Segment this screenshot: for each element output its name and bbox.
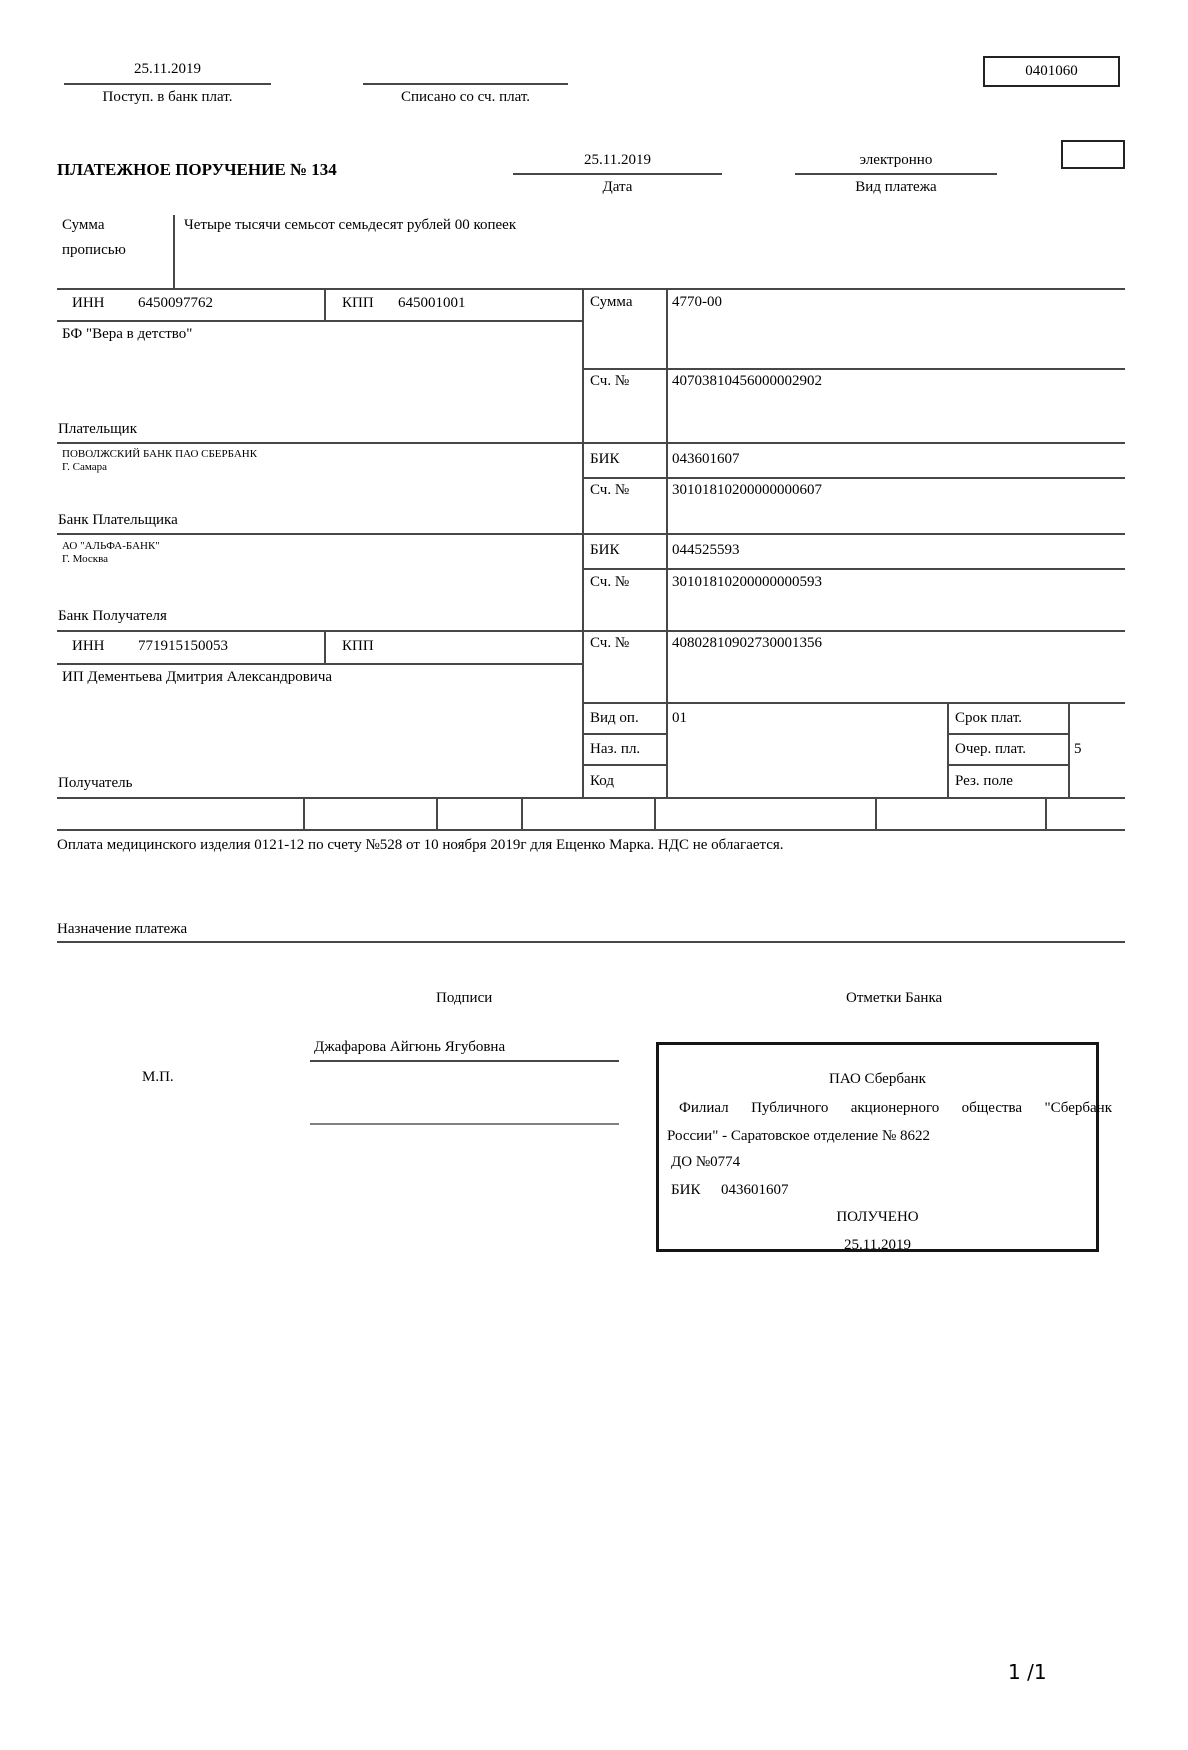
stamp-office: ДО №0774	[671, 1154, 741, 1170]
payer-kpp-value: 645001001	[398, 295, 466, 311]
table-border	[324, 630, 326, 663]
payee-kpp-label: КПП	[342, 638, 374, 654]
document-date: 25.11.2019	[584, 152, 651, 168]
table-border	[57, 288, 1125, 290]
bank-stamp	[656, 1042, 1112, 1253]
table-border	[57, 797, 1125, 799]
table-border	[947, 733, 1068, 735]
table-border	[57, 442, 1125, 444]
page-number: 1 /1	[1008, 1660, 1047, 1684]
payee-bank-section-label: Банк Получателя	[58, 608, 167, 624]
table-border	[57, 663, 582, 665]
stamp-bank-name: ПАО Сбербанк	[829, 1071, 926, 1087]
stamp-branch-line2: России" - Саратовское отделение № 8622	[667, 1128, 931, 1144]
payment-term-label: Срок плат.	[955, 710, 1023, 726]
amount-words-value: Четыре тысячи семьсот семьдесят рублей 00 копеек	[184, 217, 517, 233]
signer-name: Джафарова Айгюнь Ягубовна	[314, 1039, 506, 1055]
received-in-bank-label: Поступ. в банк плат.	[102, 89, 233, 105]
table-border	[1045, 797, 1047, 829]
table-border	[57, 829, 1125, 831]
divider	[173, 215, 175, 288]
payee-inn-value: 771915150053	[138, 638, 228, 654]
payee-bank-bik-value: 044525593	[672, 542, 740, 558]
op-type-label: Вид оп.	[590, 710, 639, 726]
stamp-date: 25.11.2019	[844, 1237, 911, 1253]
status-101-box	[1061, 140, 1125, 169]
date-label: Дата	[602, 179, 633, 195]
table-border	[303, 797, 305, 829]
payer-bank-name: ПОВОЛЖСКИЙ БАНК ПАО СБЕРБАНК	[62, 448, 258, 460]
underline	[57, 941, 1125, 943]
payer-bank-bik-value: 043601607	[672, 451, 740, 467]
signature-line	[310, 1123, 619, 1125]
payment-type-value: электронно	[859, 152, 933, 168]
payee-bank-city: Г. Москва	[62, 553, 109, 565]
table-border	[1068, 702, 1070, 797]
table-border	[582, 733, 666, 735]
signature-line	[310, 1060, 619, 1062]
document-title: ПЛАТЕЖНОЕ ПОРУЧЕНИЕ № 134	[57, 160, 337, 179]
payer-inn-value: 6450097762	[138, 295, 213, 311]
payment-order-value: 5	[1074, 741, 1082, 757]
form-code: 0401060	[1025, 63, 1078, 79]
amount-words-label-line1: Сумма	[62, 217, 105, 233]
underline	[795, 173, 997, 175]
payee-bank-account-value: 30101810200000000593	[672, 574, 822, 590]
payee-bank-name: АО "АЛЬФА-БАНК"	[62, 540, 160, 552]
purpose-section-label: Назначение платежа	[57, 921, 188, 937]
table-border	[666, 288, 668, 797]
table-border	[875, 797, 877, 829]
bank-marks-label: Отметки Банка	[846, 990, 943, 1006]
payment-type-label: Вид платежа	[855, 179, 937, 195]
payer-kpp-label: КПП	[342, 295, 374, 311]
table-border	[582, 477, 1125, 479]
table-border	[654, 797, 656, 829]
signatures-label: Подписи	[436, 990, 493, 1006]
table-border	[57, 630, 1125, 632]
amount-value: 4770-00	[672, 294, 722, 310]
payer-account-label: Сч. №	[590, 373, 630, 389]
payer-bank-bik-label: БИК	[590, 451, 620, 467]
stamp-bik-label: БИК	[671, 1182, 701, 1198]
table-border	[324, 288, 326, 320]
reserve-field-label: Рез. поле	[955, 773, 1013, 789]
table-border	[436, 797, 438, 829]
payer-bank-section-label: Банк Плательщика	[58, 512, 178, 528]
table-border	[582, 368, 1125, 370]
payer-inn-label: ИНН	[72, 295, 105, 311]
payer-bank-account-value: 30101810200000000607	[672, 482, 822, 498]
table-border	[57, 533, 1125, 535]
stamp-status: ПОЛУЧЕНО	[836, 1209, 919, 1225]
payee-bank-bik-label: БИК	[590, 542, 620, 558]
amount-label: Сумма	[590, 294, 633, 310]
amount-words-label-line2: прописью	[62, 242, 126, 258]
payment-order-label: Очер. плат.	[955, 741, 1026, 757]
underline	[513, 173, 722, 175]
payer-section-label: Плательщик	[58, 421, 137, 437]
form-code-box	[983, 56, 1120, 87]
table-border	[582, 764, 666, 766]
payee-section-label: Получатель	[58, 775, 133, 791]
payer-bank-account-label: Сч. №	[590, 482, 630, 498]
debited-from-account-label: Списано со сч. плат.	[400, 89, 531, 105]
stamp-place-label: М.П.	[142, 1069, 174, 1085]
purpose-code-label: Наз. пл.	[590, 741, 641, 757]
op-type-value: 01	[672, 710, 687, 726]
underline	[363, 83, 568, 85]
stamp-bik-value: 043601607	[721, 1182, 789, 1198]
payee-name: ИП Дементьева Дмитрия Александровича	[62, 669, 333, 685]
code-label: Код	[590, 773, 614, 789]
table-border	[947, 764, 1068, 766]
payer-account-value: 40703810456000002902	[672, 373, 822, 389]
payer-name: БФ "Вера в детство"	[62, 326, 193, 342]
table-border	[947, 702, 949, 797]
purpose-text: Оплата медицинского изделия 0121-12 по счету №528 от 10 ноября 2019г для Ещенко Марка. НДС не облагается.	[57, 837, 784, 853]
received-in-bank-date: 25.11.2019	[134, 61, 201, 77]
payee-bank-account-label: Сч. №	[590, 574, 630, 590]
table-border	[57, 320, 582, 322]
table-border	[582, 288, 584, 797]
payee-account-value: 40802810902730001356	[672, 635, 822, 651]
table-border	[521, 797, 523, 829]
stamp-branch-line1: Филиал Публичного акционерного общества "Сбербанк	[679, 1100, 1112, 1116]
payee-account-label: Сч. №	[590, 635, 630, 651]
payer-bank-city: Г. Самара	[62, 461, 107, 473]
underline	[64, 83, 271, 85]
table-border	[582, 702, 1125, 704]
table-border	[582, 568, 1125, 570]
payee-inn-label: ИНН	[72, 638, 105, 654]
